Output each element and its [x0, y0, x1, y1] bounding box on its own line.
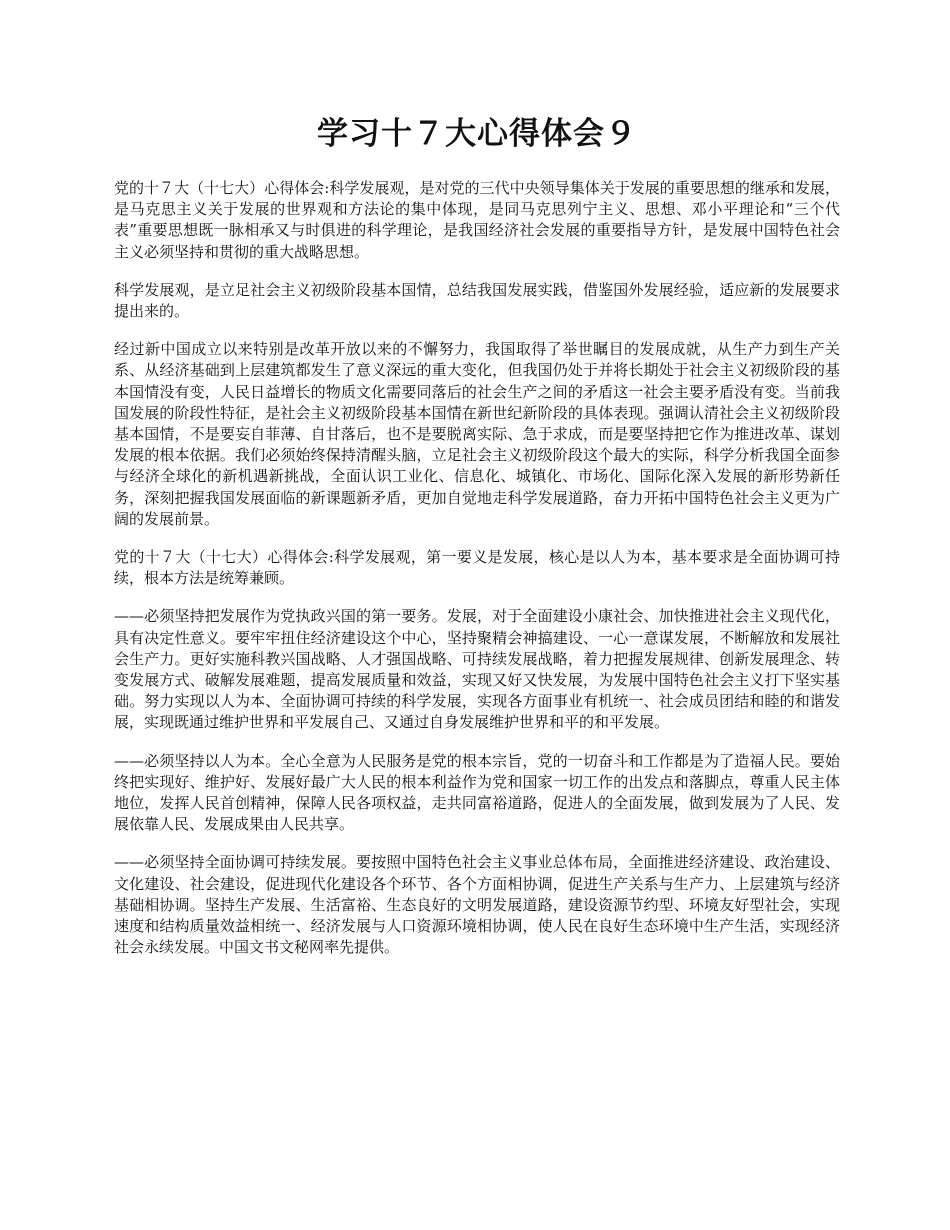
paragraph-7: ——必须坚持全面协调可持续发展。要按照中国特色社会主义事业总体布局，全面推进经济建设、政治建设、文化建设、社会建设，促进现代化建设各个环节、各个方面相协调，促进生产关系与生产力、上层建筑与经济基础相协调。坚持生产发展、生活富裕、生态良好的文明发展道路，建设资源节约型、环境友好型社会，实现速度和结构质量效益相统一、经济发展与人口资源环境相协调，使人民在良好生态环境中生产生活，实现经济社会永续发展。中国文书文秘网率先提供。	[114, 853, 840, 957]
paragraph-5: ——必须坚持把发展作为党执政兴国的第一要务。发展，对于全面建设小康社会、加快推进社会主义现代化，具有决定性意义。要牢牢扭住经济建设这个中心，坚持聚精会神搞建设、一心一意谋发展，不断解放和发展社会生产力。更好实施科教兴国战略、人才强国战略、可持续发展战略，着力把握发展规律、创新发展理念、转变发展方式、破解发展难题，提高发展质量和效益，实现又好又快发展，为发展中国特色社会主义打下坚实基础。努力实现以人为本、全面协调可持续的科学发展，实现各方面事业有机统一、社会成员团结和睦的和谐发展，实现既通过维护世界和平发展自己、又通过自身发展维护世界和平的和平发展。	[114, 607, 840, 732]
paragraph-4: 党的十７大（十七大）心得体会:科学发展观，第一要义是发展，核心是以人为本，基本要求是全面协调可持续，根本方法是统筹兼顾。	[114, 548, 840, 588]
document-title: 学习十７大心得体会９	[317, 116, 637, 152]
paragraph-1: 党的十７大（十七大）心得体会:科学发展观，是对党的三代中央领导集体关于发展的重要思想的继承和发展，是马克思主义关于发展的世界观和方法论的集中体现，是同马克思列宁主义、思想、邓小平理论和“三个代表”重要思想既一脉相承又与时俱进的科学理论，是我国经济社会发展的重要指导方针，是发展中国特色社会主义必须坚持和贯彻的重大战略思想。	[114, 179, 840, 261]
paragraph-6: ——必须坚持以人为本。全心全意为人民服务是党的根本宗旨，党的一切奋斗和工作都是为了造福人民。要始终把实现好、维护好、发展好最广大人民的根本利益作为党和国家一切工作的出发点和落脚点，尊重人民主体地位，发挥人民首创精神，保障人民各项权益，走共同富裕道路，促进人的全面发展，做到发展为了人民、发展依靠人民、发展成果由人民共享。	[114, 751, 840, 834]
paragraph-3: 经过新中国成立以来特别是改革开放以来的不懈努力，我国取得了举世瞩目的发展成就，从生产力到生产关系、从经济基础到上层建筑都发生了意义深远的重大变化，但我国仍处于并将长期处于社会主义初级阶段的基本国情没有变，人民日益增长的物质文化需要同落后的社会生产之间的矛盾这一社会主要矛盾没有变。当前我国发展的阶段性特征，是社会主义初级阶段基本国情在新世纪新阶段的具体表现。强调认清社会主义初级阶段基本国情，不是要妄自菲薄、自甘落后，也不是要脱离实际、急于求成，而是要坚持把它作为推进改革、谋划发展的根本依据。我们必须始终保持清醒头脑，立足社会主义初级阶段这个最大的实际，科学分析我国全面参与经济全球化的新机遇新挑战，全面认识工业化、信息化、城镇化、市场化、国际化深入发展的新形势新任务，深刻把握我国发展面临的新课题新矛盾，更加自觉地走科学发展道路，奋力开拓中国特色社会主义更为广阔的发展前景。	[114, 340, 840, 528]
paragraph-2: 科学发展观，是立足社会主义初级阶段基本国情，总结我国发展实践，借鉴国外发展经验，适应新的发展要求提出来的。	[114, 280, 840, 321]
